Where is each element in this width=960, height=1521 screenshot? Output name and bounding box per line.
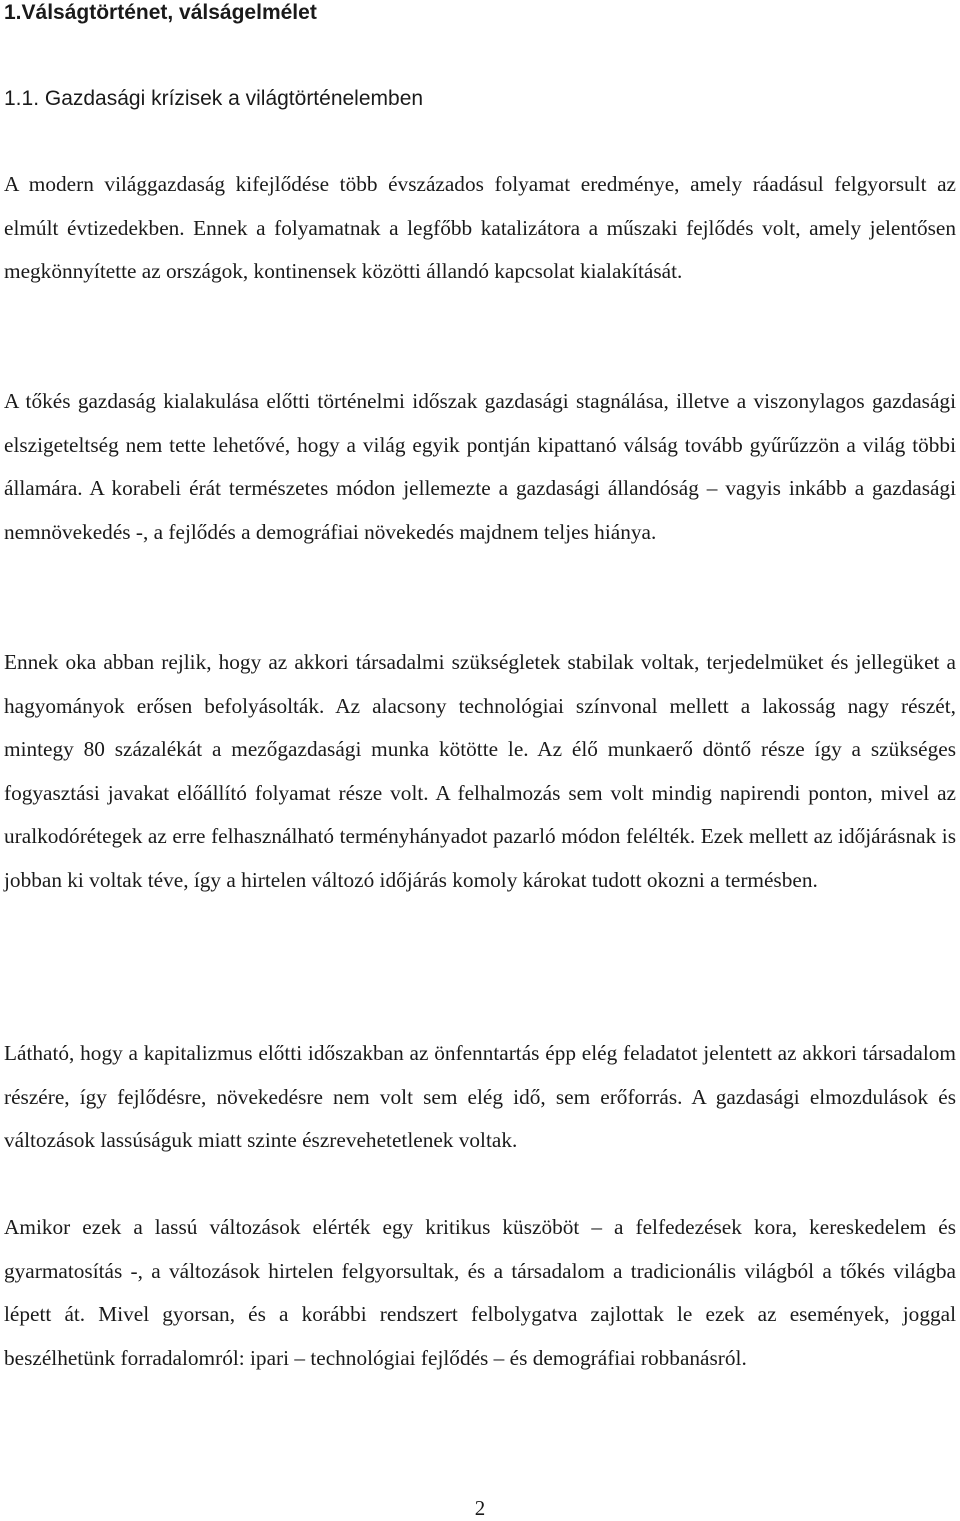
paragraph: Látható, hogy a kapitalizmus előtti időszakban az önfenntartás épp elég feladatot jelentett az akkori társadalom részére, így fejlődésre, növekedésre nem volt sem elég idő, sem erőforrás. A gazdasági elmozdulások és változások lassúságuk miatt szinte észrevehetetlenek voltak.	[4, 1041, 956, 1152]
section-heading: 1.1. Gazdasági krízisek a világtörténelemben	[4, 87, 424, 110]
page-number: 2	[474, 1496, 486, 1520]
paragraph: A tőkés gazdaság kialakulása előtti történelmi időszak gazdasági stagnálása, illetve a viszonylagos gazdasági elszigeteltség nem tette lehetővé, hogy a világ egyik pontján kipattanó válság tovább gyűrűzzön a világ többi államára. A korabeli érát természetes módon jellemezte a gazdasági állandóság – vagyis inkább a gazdasági nemnövekedés -, a fejlődés a demográfiai növekedés majdnem teljes hiánya.	[4, 389, 956, 544]
paragraph: Ennek oka abban rejlik, hogy az akkori társadalmi szükségletek stabilak voltak, terjedelmüket és jellegüket a hagyományok erősen befolyásolták. Az alacsony technológiai színvonal mellett a lakosság nagy részét, mintegy 80 százalékát a mezőgazdasági munka kötötte le. Az élő munkaerő döntő része így a szükséges fogyasztási javakat előállító folyamat része volt. A felhalmozás sem volt mindig napirendi ponton, mivel az uralkodórétegek az erre felhasználható terményhányadot pazarló módon felélték. Ezek mellett az időjárásnak is jobban ki voltak téve, így a hirtelen változó időjárás komoly károkat tudott okozni a termésben.	[4, 650, 956, 892]
paragraph: Amikor ezek a lassú változások elérték egy kritikus küszöböt – a felfedezések kora, kereskedelem és gyarmatosítás -, a változások hirtelen felgyorsultak, és a társadalom a tradicionális világból a tőkés világba lépett át. Mivel gyorsan, és a korábbi rendszert felbolygatva zajlottak le ezek az események, joggal beszélhetünk forradalomról: ipari – technológiai fejlődés – és demográfiai robbanásról.	[4, 1215, 956, 1370]
paragraph: A modern világgazdaság kifejlődése több évszázados folyamat eredménye, amely ráadásul felgyorsult az elmúlt évtizedekben. Ennek a folyamatnak a legfőbb katalizátora a műszaki fejlődés volt, amely jelentősen megkönnyítette az országok, kontinensek közötti állandó kapcsolat kialakítását.	[4, 172, 956, 283]
chapter-heading: 1.Válságtörténet, válságelmélet	[4, 1, 317, 24]
